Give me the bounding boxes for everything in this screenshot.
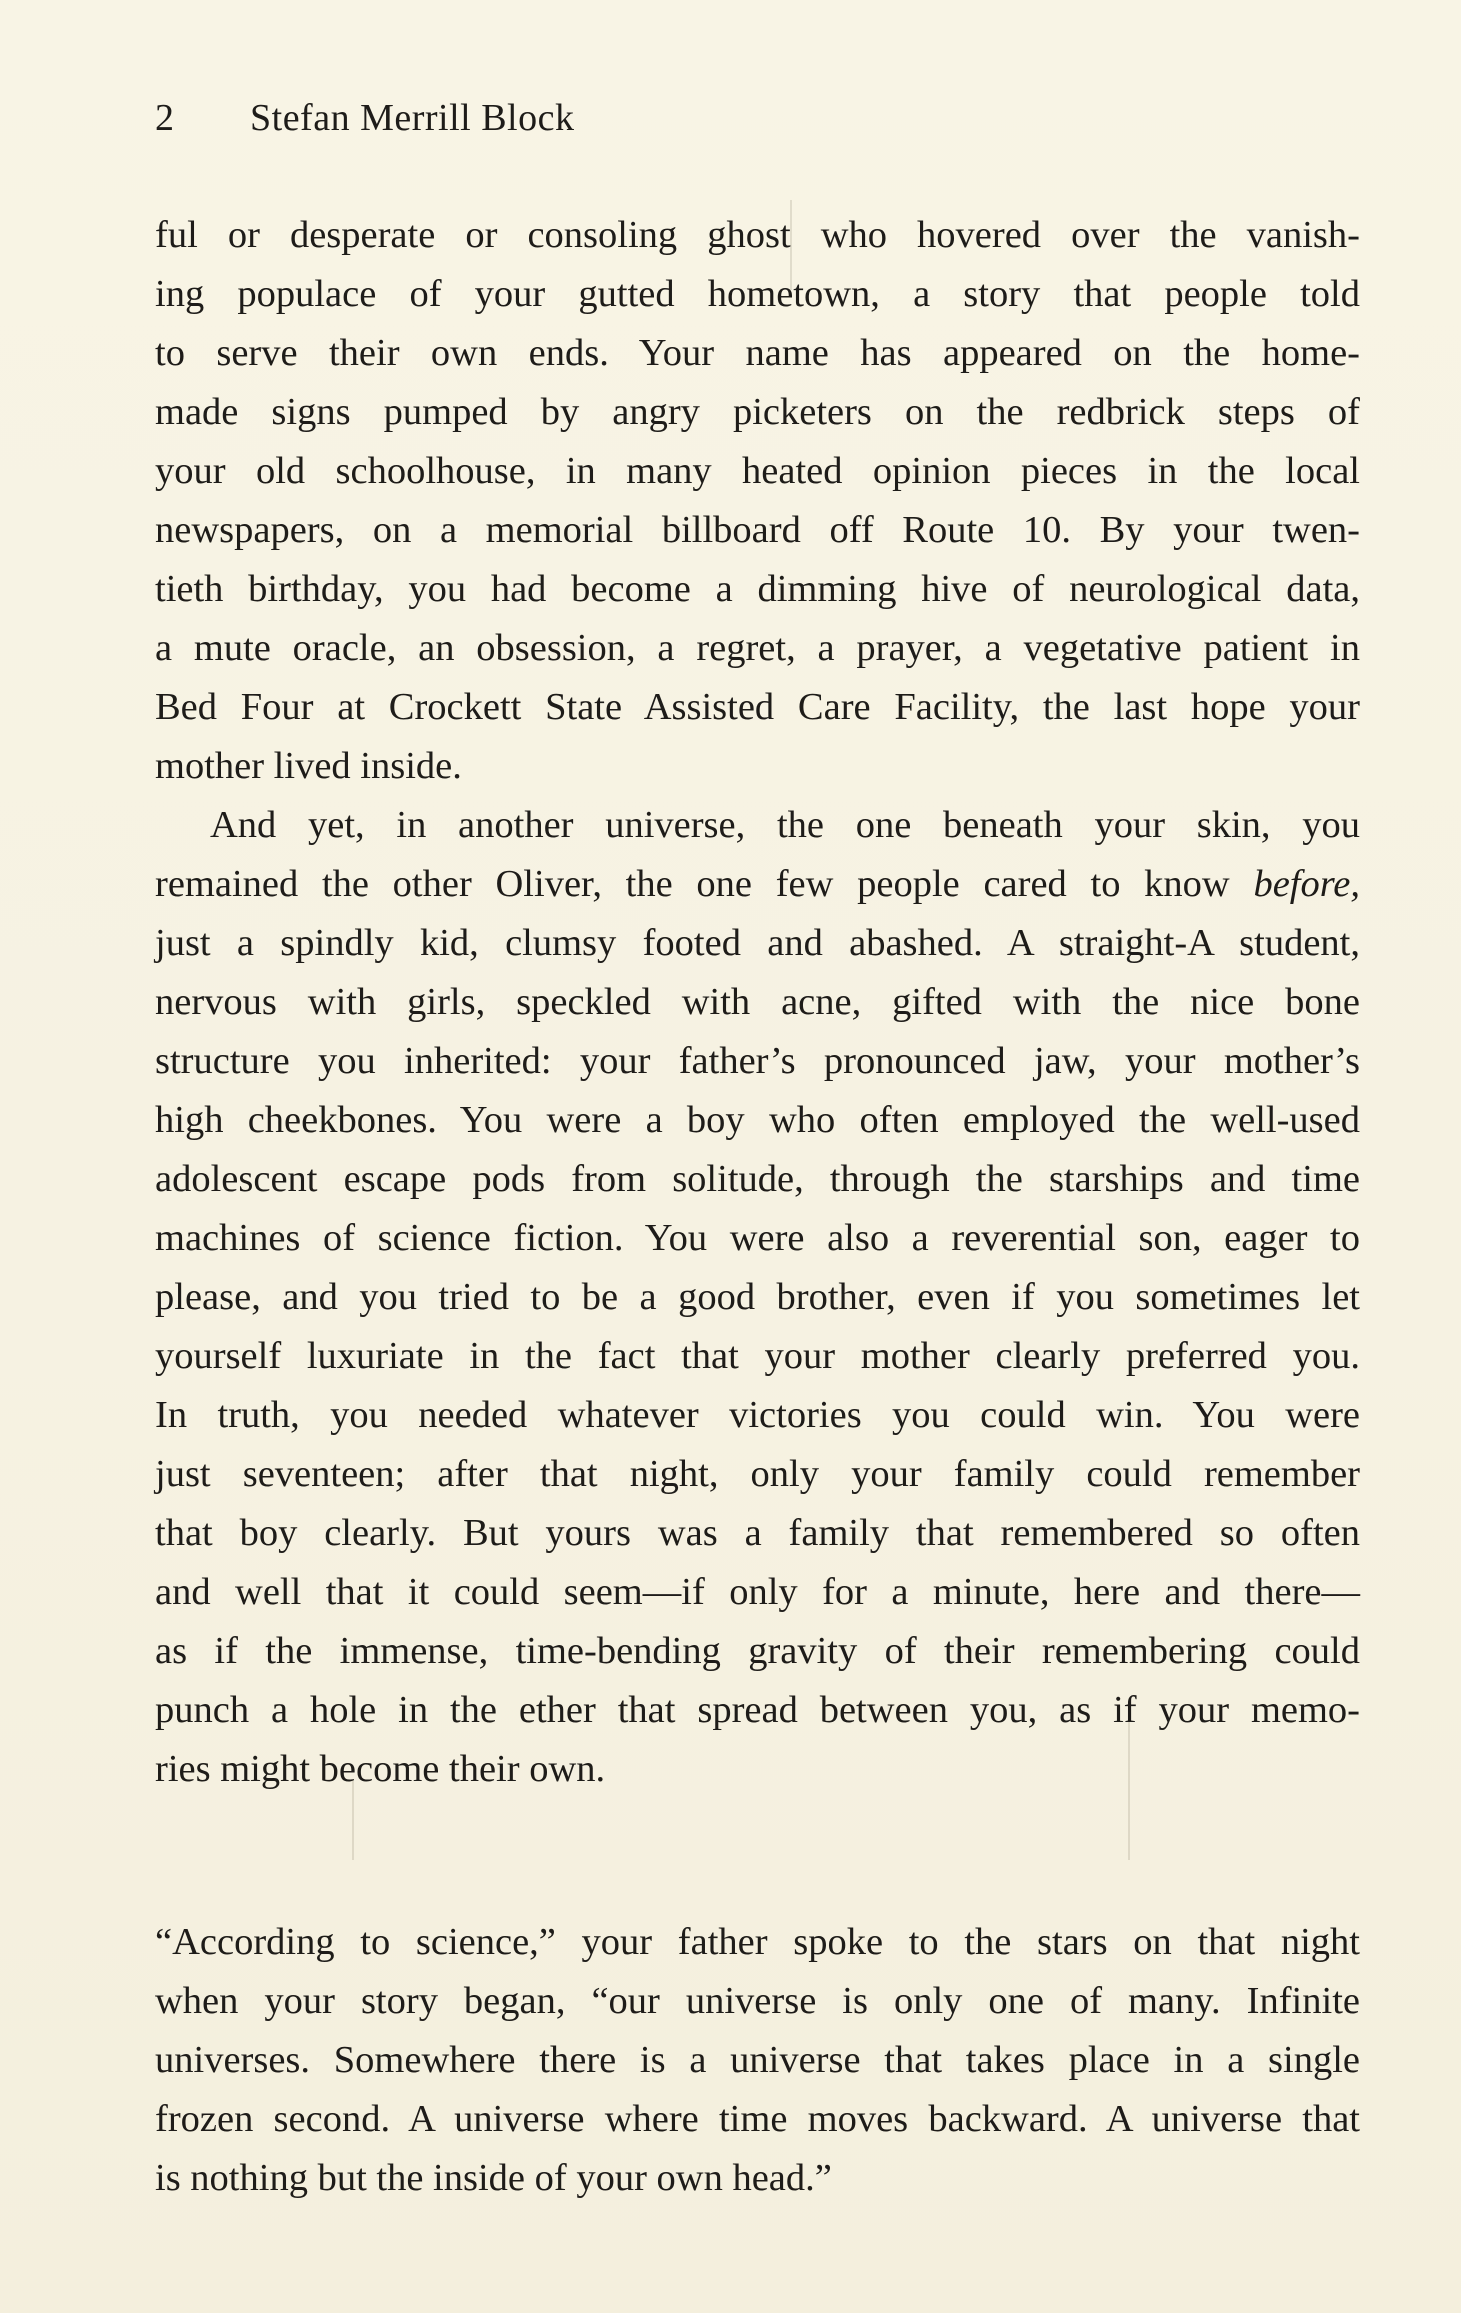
text-line: adolescent escape pods from solitude, through the starships and time: [155, 1158, 1360, 1200]
text-line: [155, 855, 1360, 914]
text-line: universes. Somewhere there is a universe that takes place in a single: [155, 2039, 1360, 2081]
paragraph-3: [155, 1913, 1360, 2208]
text-line: And yet, in another universe, the one beneath your skin, you: [210, 804, 1360, 846]
text-line: Bed Four at Crockett State Assisted Care Facility, the last hope your: [155, 686, 1360, 728]
section-break-text: [155, 1913, 1360, 2208]
text-line: is nothing but the inside of your own head.”: [155, 2157, 832, 2199]
text-line: mother lived inside.: [155, 745, 462, 787]
text-line: newspapers, on a memorial billboard off Route 10. By your twen-: [155, 509, 1360, 551]
text-line: your old schoolhouse, in many heated opinion pieces in the local: [155, 450, 1360, 492]
page-number: 2: [155, 97, 175, 139]
text-line: In truth, you needed whatever victories you could win. You were: [155, 1394, 1360, 1436]
text-line: a mute oracle, an obsession, a regret, a prayer, a vegetative patient in: [155, 627, 1360, 669]
text-line: yourself luxuriate in the fact that your mother clearly preferred you.: [155, 1335, 1360, 1377]
text-line: to serve their own ends. Your name has appeared on the home-: [155, 332, 1360, 374]
text-line: high cheekbones. You were a boy who often employed the well-used: [155, 1099, 1360, 1141]
text-line: structure you inherited: your father’s pronounced jaw, your mother’s: [155, 1040, 1360, 1082]
text-line: made signs pumped by angry picketers on the redbrick steps of: [155, 391, 1360, 433]
text-line: please, and you tried to be a good brother, even if you sometimes let: [155, 1276, 1360, 1318]
text-line: and well that it could seem—if only for a minute, here and there—: [155, 1571, 1360, 1613]
text-line: just a spindly kid, clumsy footed and abashed. A straight-A student,: [155, 922, 1360, 964]
text-line: nervous with girls, speckled with acne, gifted with the nice bone: [155, 981, 1360, 1023]
text-line: as if the immense, time-bending gravity of their remembering could: [155, 1630, 1360, 1672]
text-line: punch a hole in the ether that spread between you, as if your memo-: [155, 1689, 1360, 1731]
text-line: when your story began, “our universe is only one of many. Infinite: [155, 1980, 1360, 2022]
text-line: that boy clearly. But yours was a family that remembered so often: [155, 1512, 1360, 1554]
text-line: “According to science,” your father spoke to the stars on that night: [155, 1921, 1360, 1963]
paragraph-1: [155, 206, 1360, 796]
author-name: Stefan Merrill Block: [250, 97, 575, 139]
text-line: tieth birthday, you had become a dimming hive of neurological data,: [155, 568, 1360, 610]
body-text: [155, 206, 1360, 1799]
emphasis: before,: [1253, 863, 1360, 905]
text-line: ing populace of your gutted hometown, a story that people told: [155, 273, 1360, 315]
text-line: machines of science fiction. You were also a reverential son, eager to: [155, 1217, 1360, 1259]
text-run: remained the other Oliver, the one few people cared to know: [155, 863, 1254, 905]
paragraph-2: [155, 796, 1360, 1799]
text-line: frozen second. A universe where time moves backward. A universe that: [155, 2098, 1360, 2140]
text-line: just seventeen; after that night, only your family could remember: [155, 1453, 1360, 1495]
text-line: ries might become their own.: [155, 1748, 606, 1790]
text-line: ful or desperate or consoling ghost who hovered over the vanish-: [155, 214, 1360, 256]
running-head: [155, 92, 574, 144]
